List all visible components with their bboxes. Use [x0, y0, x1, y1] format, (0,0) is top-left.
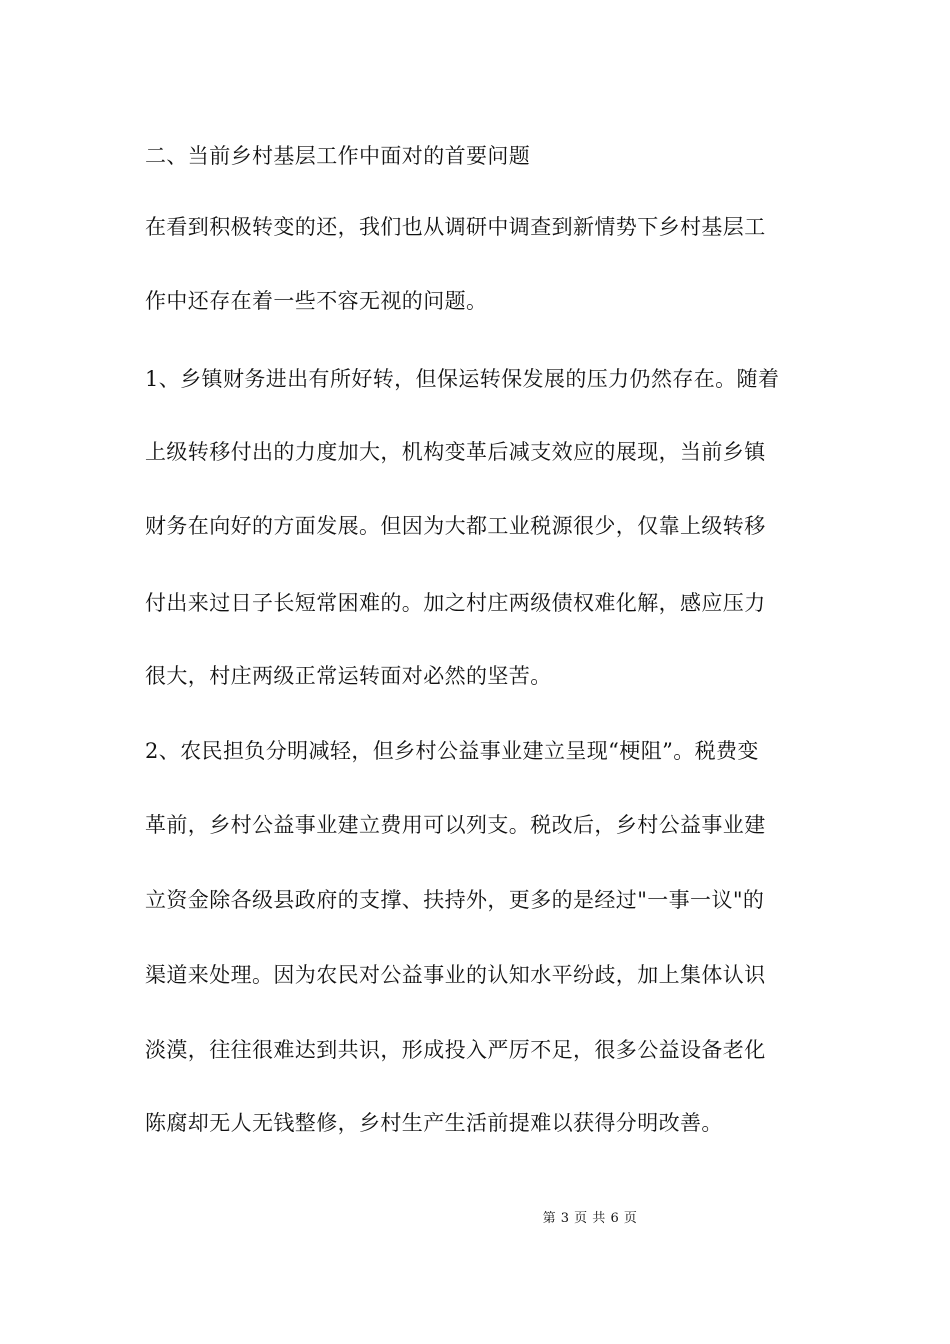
paragraph-line: 陈腐却无人无钱整修，乡村生产生活前提难以获得分明改善。: [145, 1111, 723, 1135]
paragraph-line: 很大，村庄两级正常运转面对必然的坚苦。: [145, 664, 552, 688]
section-heading: 二、当前乡村基层工作中面对的首要问题: [145, 144, 531, 168]
paragraph-line: 上级转移付出的力度加大，机构变革后减支效应的展现，当前乡镇: [145, 440, 766, 464]
paragraph-line: 2、农民担负分明减轻，但乡村公益事业建立呈现“梗阻”。税费变: [145, 739, 759, 763]
paragraph-line: 革前，乡村公益事业建立费用可以列支。税改后，乡村公益事业建: [145, 813, 766, 837]
page-number-footer: 第 3 页 共 6 页: [542, 1211, 638, 1226]
paragraph-line: 渠道来处理。因为农民对公益事业的认知水平纷歧，加上集体认识: [145, 963, 766, 987]
paragraph-line: 1、乡镇财务进出有所好转，但保运转保发展的压力仍然存在。随着: [145, 367, 780, 391]
paragraph-line: 付出来过日子长短常困难的。加之村庄两级债权难化解，感应压力: [145, 591, 766, 615]
paragraph-line: 在看到积极转变的还，我们也从调研中调查到新情势下乡村基层工: [145, 215, 766, 239]
paragraph-line: 作中还存在着一些不容无视的问题。: [145, 289, 488, 313]
paragraph-line: 淡漠，往往很难达到共识，形成投入严厉不足，很多公益设备老化: [145, 1038, 766, 1062]
paragraph-line: 财务在向好的方面发展。但因为大都工业税源很少，仅靠上级转移: [145, 514, 766, 538]
paragraph-line: 立资金除各级县政府的支撑、扶持外，更多的是经过"一事一议"的: [145, 888, 765, 912]
